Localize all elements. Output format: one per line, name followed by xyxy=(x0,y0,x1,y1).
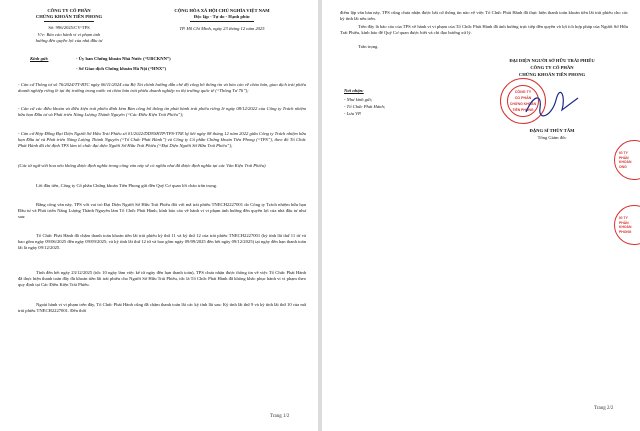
recipient-hnx: - Sở Giao dịch Chứng khoán Hà Nội (“HNX”) xyxy=(76,66,167,71)
signer-name: ĐẶNG SĨ THÙY TÂM xyxy=(529,128,575,133)
representative-title: ĐẠI DIỆN NGƯỜI SỞ HỮU TRÁI PHIẾU xyxy=(509,58,595,63)
recipient-ubcknn: - Ủy ban Chứng khoán Nhà Nước (“UBCKNN”) xyxy=(76,56,171,61)
recipient-item-1: - Như kính gửi; xyxy=(344,97,373,102)
body-paragraph-1: Bằng công văn này, TPS với vai trò Đại Diện Người Sở Hữu Trái Phiếu đối với mã trái phiếu TNECH2227001 do Công ty Trách nhiệm hữu hạn Đầu tư và Phát triển Năng Lượng Thành Nguyên làm Tổ Chức Phát Hành, kính báo cáo về hành vi vi phạm ảnh hưởng đến quyền lợi của nhà đầu tư như sau: xyxy=(18,202,306,220)
continued-paragraph: điểm lập văn bản này, TPS cũng chưa nhận được bất cứ thông tin nào về việc Tổ Chức Phát Hành đã thực hiện thanh toán khoản tiền lãi trái phiếu cho các kỳ tính lãi nêu trên. xyxy=(340,10,628,22)
body-paragraph-4: Ngoài hành vi vi phạm trên đây, Tổ Chức Phát Hành cũng đã chậm thanh toán lãi các kỳ tính lãi sau: Kỳ tính lãi thứ 9 và kỳ tính lãi thứ 10 của mã trái phiếu TNECH2227001. Đến thời xyxy=(18,302,306,314)
edge-seal-2: IG TY PHẦN KHOÁN PHONG xyxy=(614,205,640,245)
doc-subject-line1: V/v: Báo cáo hành vi vi phạm ảnh xyxy=(37,32,101,37)
report-paragraph: Trên đây là báo cáo của TPS về hành vi vi phạm của Tổ Chức Phát Hành đã ảnh hưởng trực tiếp đến quyền và lợi ích hợp pháp của Người Sở Hữu Trái Phiếu, kính báo để Quý Cơ quan được biết và chỉ đạo hướng xử lý. xyxy=(340,24,628,36)
company-seal: CÔNG TY CỔ PHẦN CHỨNG KHOÁN TIÊN PHONG xyxy=(500,78,546,124)
legal-basis-1: - Căn cứ Thông tư số 76/2024/TT-BTC ngày 06/11/2024 của Bộ Tài chính hướng dẫn chế độ công bố thông tin và báo cáo về chào bán, giao dịch trái phiếu doanh nghiệp riêng lẻ tại thị trường trong nước và chào bán trái phiếu doanh nghiệp ra thị trường quốc tế (“Thông Tư 76”); xyxy=(18,82,306,94)
representative-company-2: CHỨNG KHOÁN TIÊN PHONG xyxy=(518,72,586,77)
national-title: CỘNG HÒA XÃ HỘI CHỦ NGHĨA VIỆT NAM xyxy=(174,8,270,13)
legal-basis-note: (Các từ ngữ viết hoa nếu không được định nghĩa trong công văn này sẽ có nghĩa như đã được định nghĩa tại các Văn Kiện Trái Phiếu). xyxy=(18,163,267,168)
signature-icon xyxy=(522,90,582,120)
company-name-line1: CÔNG TY CỔ PHẦN xyxy=(47,8,91,13)
signer-title: Tổng Giám đốc xyxy=(537,135,567,140)
document-page-1 xyxy=(0,0,318,431)
date-line: TP. Hồ Chí Minh, ngày 23 tháng 12 năm 2025 xyxy=(179,26,265,31)
doc-number: Số: 996/2025/CV-TPS xyxy=(48,25,90,30)
document-page-2 xyxy=(322,0,640,431)
greeting-paragraph: Lời đầu tiên, Công ty Cổ phần Chứng khoán Tiên Phong gửi đến Quý Cơ quan lời chào trân trọng. xyxy=(36,183,218,188)
legal-basis-2: - Căn cứ các điều khoản và điều kiện trái phiếu đính kèm Bản công bố thông tin phát hành trái phiếu riêng lẻ ngày 08/12/2022 của Công ty Trách nhiệm hữu hạn Đầu tư và Phát triển Năng Lượng Thành Nguyên (“Các Điều Kiện Trái Phiếu”); xyxy=(18,106,306,118)
kinh-gui-label: Kính gửi: xyxy=(30,56,49,61)
body-paragraph-3: Tính đến hết ngày 23/12/2025 (tức 10 ngày làm việc kể từ ngày đến hạn thanh toán), TPS chưa nhận được thông tin về việc Tổ Chức Phát Hành đã thực hiện thanh toán đầy đủ khoản tiền lãi trái phiếu cho Người Sở Hữu Trái Phiếu, tức là Tổ Chức Phát Hành đã không khắc phục hành vi vi phạm theo quy định tại Các Điều Kiện Trái Phiếu. xyxy=(18,270,306,288)
closing-thanks: Trân trọng. xyxy=(358,44,379,49)
page-number-1: Trang 1/2 xyxy=(270,414,290,419)
recipients-label: Nơi nhận: xyxy=(344,88,364,93)
page-number-2: Trang 2/2 xyxy=(594,406,614,411)
recipient-item-2: - Tổ Chức Phát Hành; xyxy=(344,104,386,109)
national-motto: Độc lập - Tự do - Hạnh phúc xyxy=(193,14,251,19)
company-name-line2: CHỨNG KHOÁN TIÊN PHONG xyxy=(35,14,103,19)
motto-underline xyxy=(190,21,254,22)
body-paragraph-2: Tổ Chức Phát Hành đã chậm thanh toán khoản tiền lãi trái phiếu kỳ thứ 11 và kỳ thứ 12 của trái phiếu TNECH2227001 (kỳ tính lãi thứ 11 từ và bao gồm ngày 09/06/2025 đến ngày 09/09/2025; và kỳ tính lãi thứ 12 từ và bao gồm ngày 09/09/2025 đến hết ngày 09/12/2025) tại ngày đến hạn thanh toán lãi là ngày 09/12/2025. xyxy=(18,233,306,251)
edge-seal-1: IG TY PHẦN KHOÁN ONG xyxy=(614,140,640,180)
legal-basis-3: - Căn cứ Hợp Đồng Đại Diện Người Sở Hữu Trái Phiếu số 01/2022/DDNSHTP/TPS-TNE ký kết ngày 08 tháng 12 năm 2022 giữa Công ty Trách nhiệm hữu hạn Đầu tư và Phát triển Năng Lượng Thành Nguyên (“Tổ Chức Phát Hành”) và Công ty Cổ phần Chứng khoán Tiên Phong (“TPS”), theo đó Tổ Chức Phát Hành đã chỉ định TPS làm tổ chức đại diện Người Sở Hữu Trái Phiếu (“Đại Diện Người Sở Hữu Trái Phiếu”); xyxy=(18,131,306,149)
company-underline xyxy=(44,21,94,22)
doc-subject-line2: hưởng đến quyền lợi của nhà đầu tư xyxy=(35,38,103,43)
representative-company-1: CÔNG TY CỔ PHẦN xyxy=(530,65,574,70)
recipient-item-3: - Lưu VP. xyxy=(344,111,362,116)
